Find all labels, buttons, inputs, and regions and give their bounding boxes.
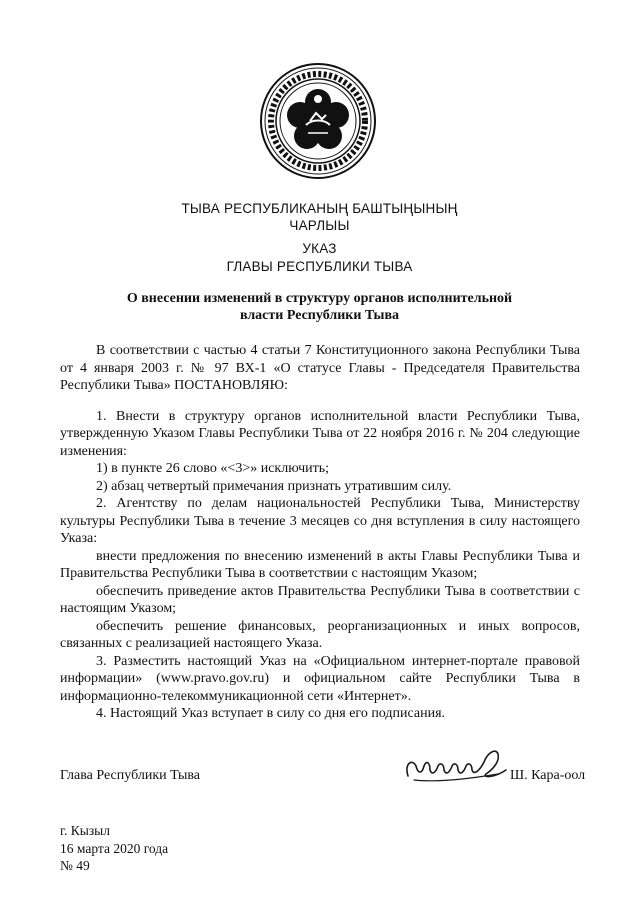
signatory-name: Ш. Кара-оол — [510, 768, 586, 783]
item-4-paragraph: 4. Настоящий Указ вступает в силу со дня его подписания. — [96, 706, 446, 721]
header-ukaz-line1: УКАЗ — [302, 241, 337, 256]
decree-title — [60, 290, 579, 324]
item-2-2-paragraph: обеспечить приведение актов Правительства Республики Тыва в соответствии с настоящим Указом; — [60, 583, 580, 616]
signatory-position: Глава Республики Тыва — [60, 768, 201, 783]
header-ukaz-line2: ГЛАВЫ РЕСПУБЛИКИ ТЫВА — [226, 259, 413, 274]
item-2-paragraph: 2. Агентству по делам национальностей Республики Тыва, Министерству культуры Республики Тыва в течение 3 месяцев со дня вступления в силу настоящего Указа: — [60, 496, 580, 546]
decree-footer — [60, 822, 168, 875]
header-tuva-line1: ТЫВА РЕСПУБЛИКАНЫҢ БАШТЫҢЫНЫҢ — [181, 201, 458, 216]
item-3-paragraph: 3. Разместить настоящий Указ на «Официальном интернет-портале правовой информации» (www.pravo.gov.ru) и официальном сайте Республики Тыва в информационно-телекоммуникационной сети «Интернет». — [60, 653, 580, 704]
item-1-2-paragraph: 2) абзац четвертый примечания признать утратившим силу. — [96, 478, 452, 494]
preamble-paragraph: В соответствии с частью 4 статьи 7 Конституционного закона Республики Тыва от 4 января 2003 г. № 97 ВХ-1 «О статусе Главы - Председателя Правительства Республики Тыва» ПОСТАНОВЛЯЮ: — [60, 343, 580, 393]
handwritten-signature — [402, 740, 512, 790]
item-1-paragraph: 1. Внести в структуру органов исполнительной власти Республики Тыва, утвержденную Указом Главы Республики Тыва от 22 ноября 2016 г. № 204 следующие изменения: — [60, 408, 580, 459]
decree-title-line1: О внесении изменений в структуру органов исполнительной — [126, 291, 513, 306]
footer-city: г. Кызыл — [60, 823, 110, 838]
header-ukaz — [60, 240, 579, 276]
header-tuva — [60, 200, 579, 234]
item-1-1-paragraph: 1) в пункте 26 слово «<3>» исключить; — [96, 461, 330, 476]
tuva-emblem-icon — [259, 62, 377, 180]
decree-body — [60, 342, 580, 723]
footer-date: 16 марта 2020 года — [60, 840, 169, 856]
item-2-3-paragraph: обеспечить решение финансовых, реорганизационных и иных вопросов, связанных с реализацией настоящего Указа. — [60, 618, 580, 651]
item-2-1-paragraph: внести предложения по внесению изменений в акты Главы Республики Тыва и Правительства Республики Тыва в соответствии с настоящим Указом; — [60, 548, 580, 581]
footer-number: № 49 — [60, 858, 90, 873]
decree-title-line2: власти Республики Тыва — [239, 308, 400, 323]
header-tuva-line2: ЧАРЛЫЫ — [289, 218, 350, 233]
